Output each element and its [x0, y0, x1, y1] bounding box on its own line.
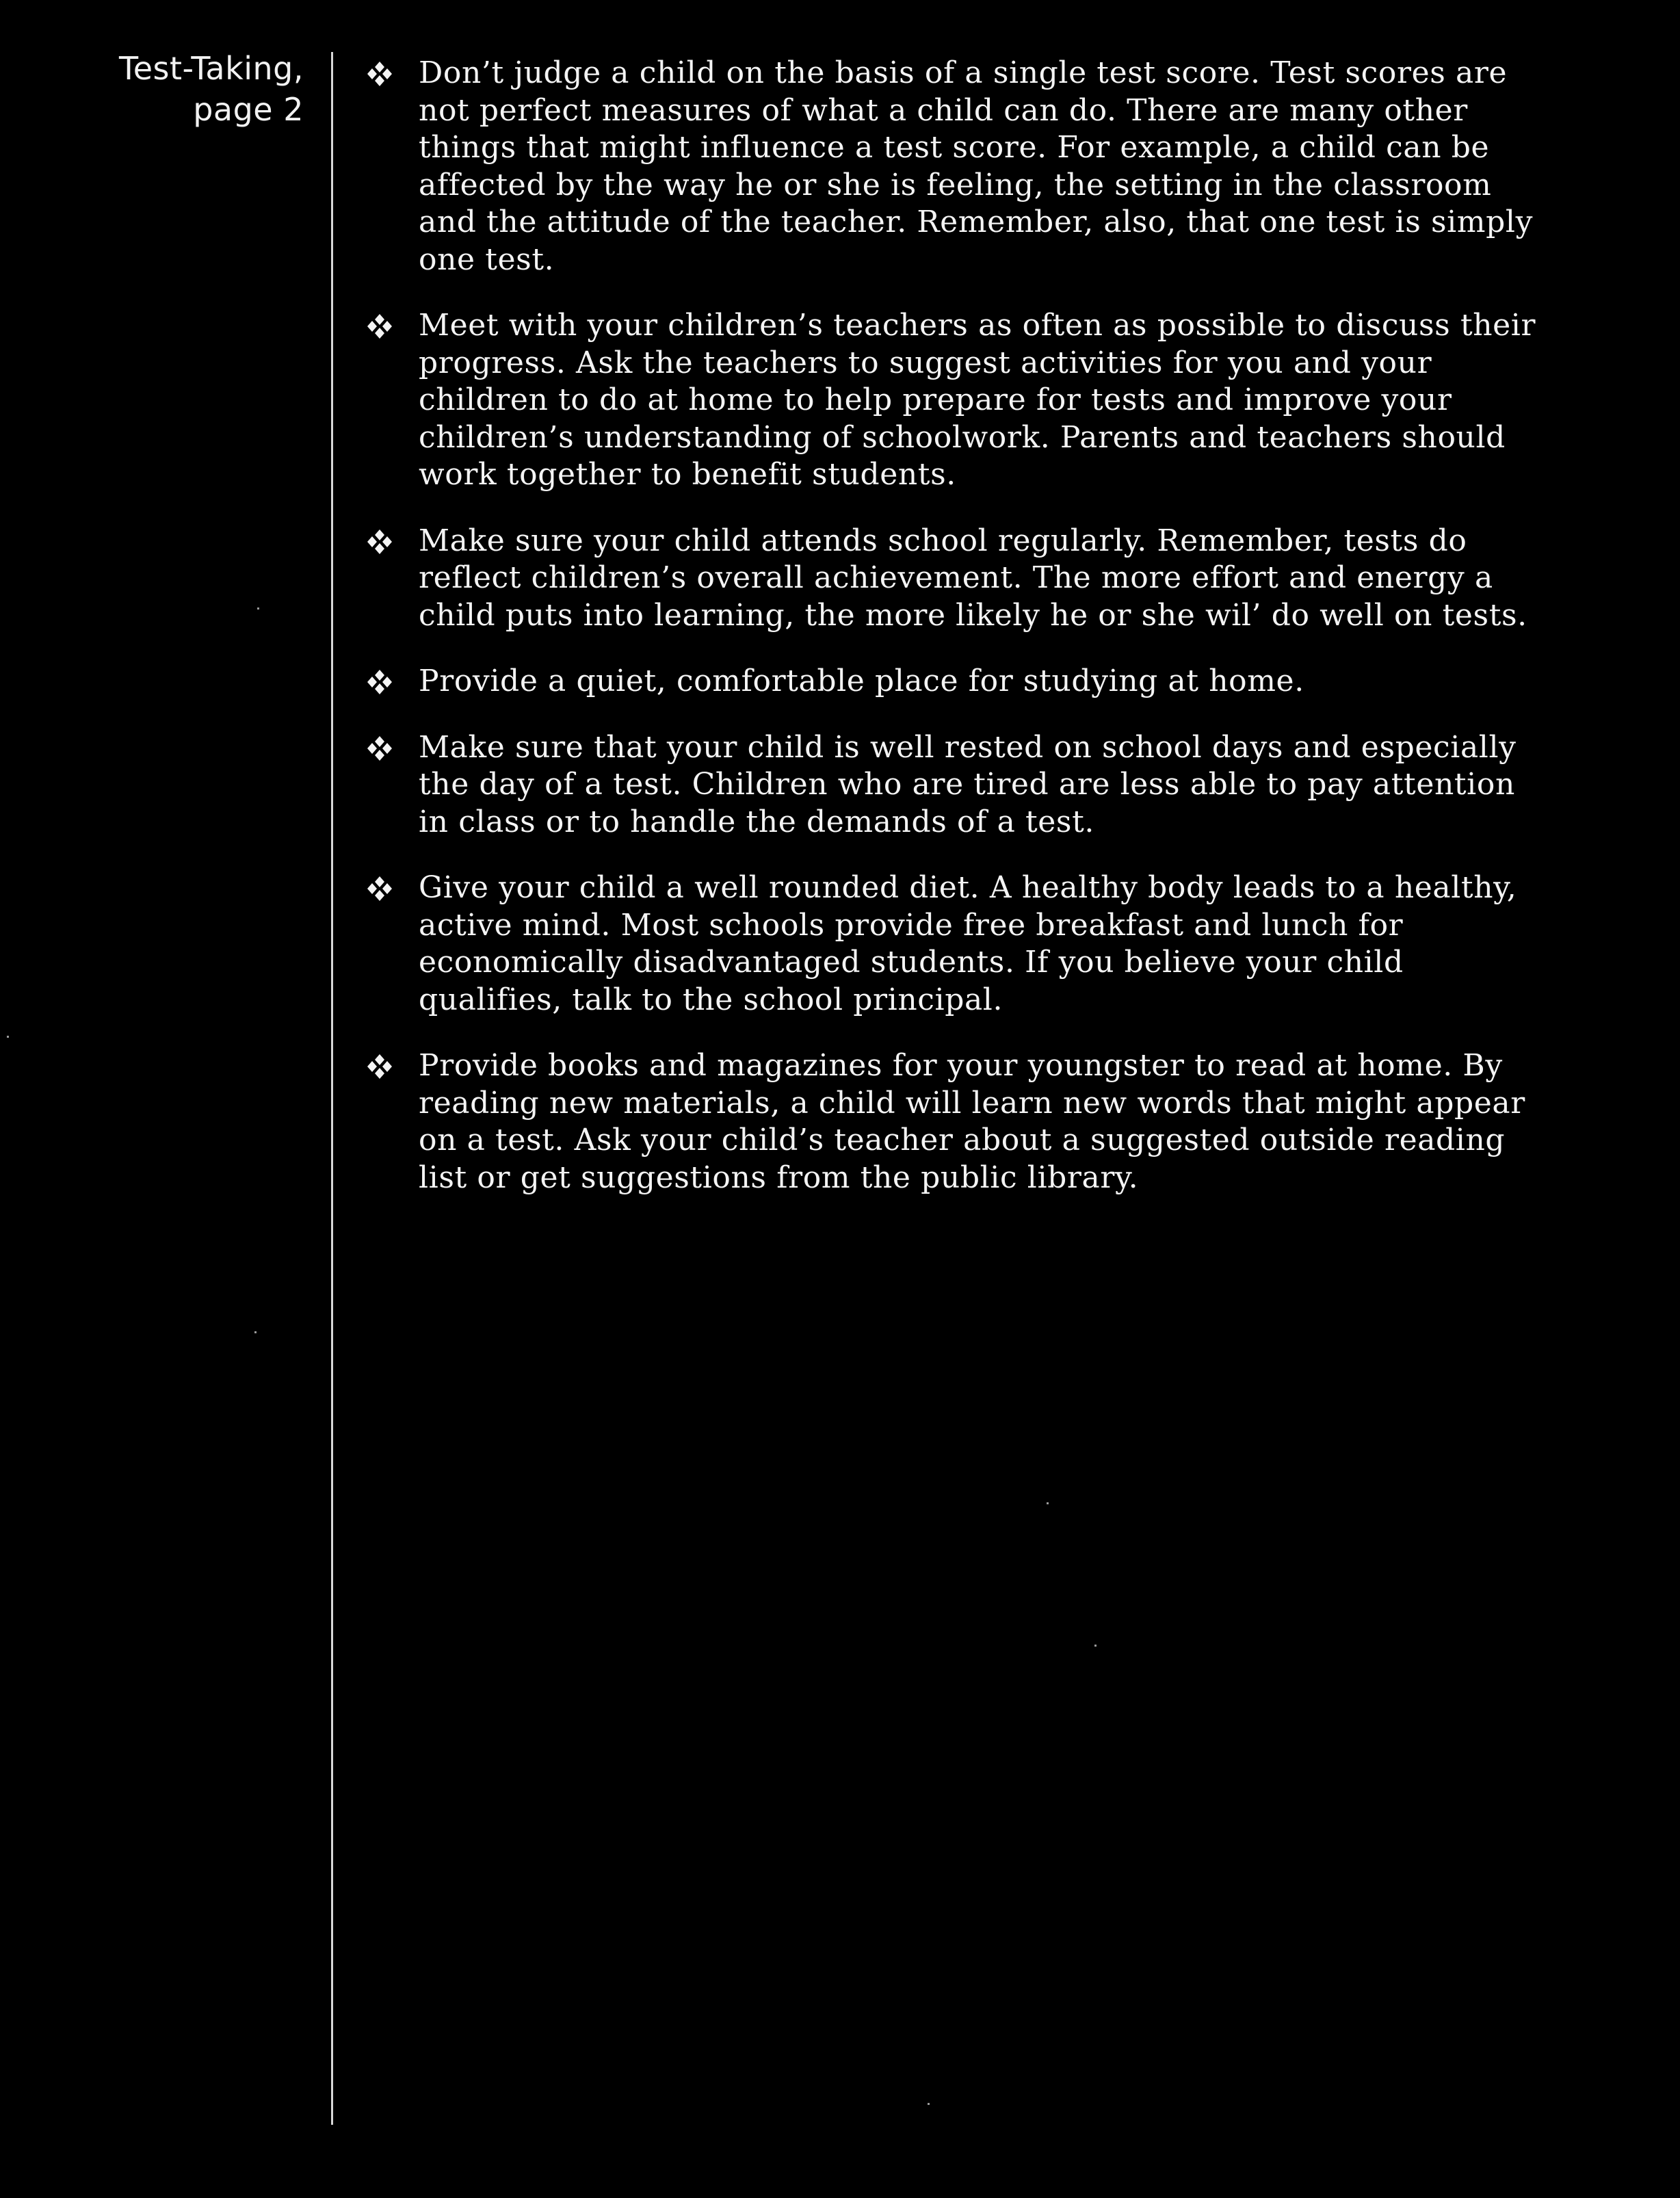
four-diamond-ornament-icon [364, 875, 395, 902]
scan-speck [1047, 1502, 1049, 1504]
four-diamond-ornament-icon [364, 735, 395, 762]
tip-item-1 [364, 55, 1554, 278]
tips-list [364, 55, 1554, 1225]
scan-speck [257, 607, 259, 610]
tip-item-6 [364, 869, 1554, 1019]
scan-speck [7, 1036, 9, 1038]
scan-speck [1094, 1645, 1097, 1647]
tip-item-4 [364, 663, 1554, 701]
vertical-divider [331, 52, 333, 2125]
four-diamond-ornament-icon [364, 1053, 395, 1080]
tip-item-7 [364, 1047, 1554, 1196]
tip-text: Meet with your children’s teachers as often as possible to discuss their progress. Ask the teachers to suggest activities for you and your children to do at home to help prepare for tests and improve your children’s understanding of schoolwork. Parents and teachers should work together to benefit students. [419, 308, 1536, 492]
tip-item-3 [364, 523, 1554, 635]
tip-text: Provide a quiet, comfortable place for studying at home. [419, 664, 1304, 698]
scan-speck [254, 1331, 257, 1333]
tip-text: Make sure that your child is well rested on school days and especially the day of a test. Children who are tired are less able to pay attention in class or to handle the demands of a test. [419, 729, 1517, 839]
scan-speck [928, 2103, 930, 2105]
section-title-line-2: page 2 [193, 91, 304, 128]
section-title-line-1: Test-Taking, [118, 50, 304, 87]
tip-text: Make sure your child attends school regularly. Remember, tests do reflect children’s overall achievement. The more effort and energy a child puts into learning, the more likely he or she wil’ do well on tests. [419, 523, 1527, 633]
four-diamond-ornament-icon [364, 668, 395, 696]
four-diamond-ornament-icon [364, 528, 395, 555]
tip-item-5 [364, 729, 1554, 841]
four-diamond-ornament-icon [364, 313, 395, 340]
tip-text: Give your child a well rounded diet. A healthy body leads to a healthy, active mind. Most schools provide free breakfast and lunch for economically disadvantaged students. If you believe your child qualifies, talk to the school principal. [419, 870, 1517, 1017]
four-diamond-ornament-icon [364, 60, 395, 88]
tip-item-2 [364, 307, 1554, 494]
tip-text: Provide books and magazines for your youngster to read at home. By reading new materials, a child will learn new words that might appear on a test. Ask your child’s teacher about a suggested outside reading list or get suggestions from the public library. [419, 1048, 1525, 1195]
page-section-title [85, 48, 304, 130]
tip-text: Don’t judge a child on the basis of a single test score. Test scores are not perfect measures of what a child can do. There are many other things that might influence a test score. For example, a child can be affected by the way he or she is feeling, the setting in the classroom and the attitude of the teacher. Remember, also, that one test is simply one test. [419, 55, 1534, 277]
